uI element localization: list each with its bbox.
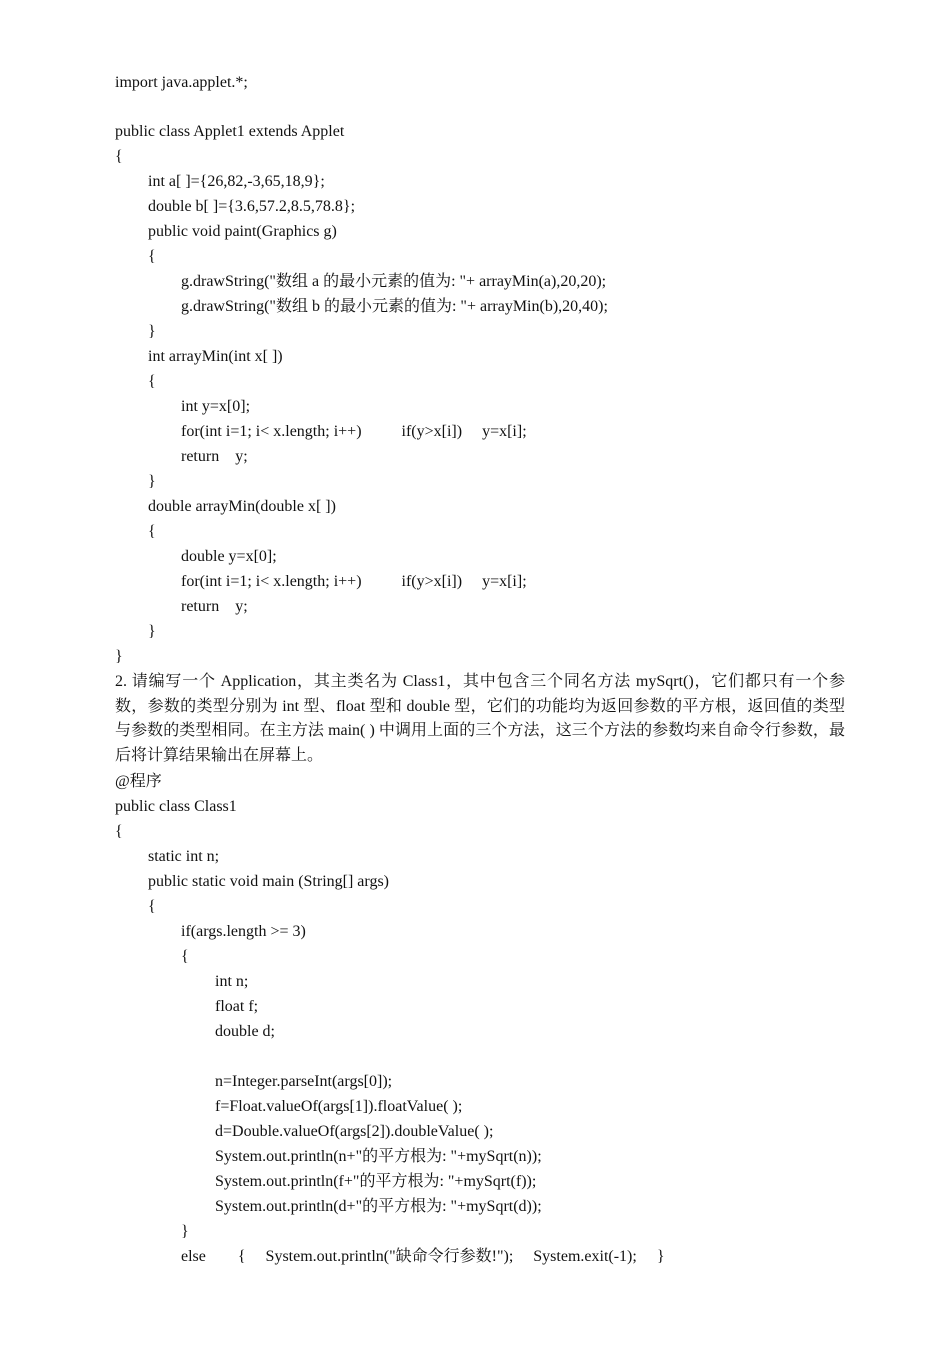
code-line: { xyxy=(148,373,156,390)
code-line: f=Float.valueOf(args[1]).floatValue( ); xyxy=(215,1098,463,1115)
code-line: float f; xyxy=(215,998,259,1015)
code-line: System.out.println(n+"的平方根为: "+mySqrt(n)); xyxy=(215,1148,542,1165)
code-line: { xyxy=(115,148,123,165)
code-line: d=Double.valueOf(args[2]).doubleValue( ); xyxy=(215,1123,494,1140)
code-line: if(args.length >= 3) xyxy=(181,923,306,940)
code-line: } xyxy=(148,623,156,640)
code-line: for(int i=1; i< x.length; i++) if(y>x[i]) y=x[i]; xyxy=(181,573,527,590)
code-line: g.drawString("数组 a 的最小元素的值为: "+ arrayMin(a),20,20); xyxy=(181,273,607,290)
question-paragraph: 2. 请编写一个 Application，其主类名为 Class1，其中包含三个同名方法 mySqrt()，它们都只有一个参数，参数的类型分别为 int 型、float 型和 double 型，它们的功能均为返回参数的平方根，返回值的类型与参数的类型相同。在主方法 main( ) 中调用上面的三个方法，这三个方法的参数均来自命令行参数，最后将计算结果输出在屏幕上。 xyxy=(115,673,845,764)
code-line: double b[ ]={3.6,57.2,8.5,78.8}; xyxy=(148,198,356,215)
code-line: { xyxy=(148,898,156,915)
code-line: g.drawString("数组 b 的最小元素的值为: "+ arrayMin(b),20,40); xyxy=(181,298,608,315)
code-line: } xyxy=(181,1223,189,1240)
code-line: int n; xyxy=(215,973,249,990)
code-line: System.out.println(d+"的平方根为: "+mySqrt(d)); xyxy=(215,1198,542,1215)
code-line: n=Integer.parseInt(args[0]); xyxy=(215,1073,393,1090)
code-line: public static void main (String[] args) xyxy=(148,873,389,890)
code-line: System.out.println(f+"的平方根为: "+mySqrt(f)); xyxy=(215,1173,537,1190)
code-line: for(int i=1; i< x.length; i++) if(y>x[i]) y=x[i]; xyxy=(181,423,527,440)
code-line: public void paint(Graphics g) xyxy=(148,223,337,240)
code-line: int y=x[0]; xyxy=(181,398,251,415)
code-line: return y; xyxy=(181,598,248,615)
code-line: } xyxy=(148,473,156,490)
code-line: else { System.out.println("缺命令行参数!"); System.exit(-1); } xyxy=(181,1248,665,1265)
code-line: return y; xyxy=(181,448,248,465)
code-line: import java.applet.*; xyxy=(115,74,248,91)
code-line: { xyxy=(115,823,123,840)
code-line: public class Class1 xyxy=(115,798,237,815)
code-line: { xyxy=(148,248,156,265)
code-line: double y=x[0]; xyxy=(181,548,277,565)
code-line: public class Applet1 extends Applet xyxy=(115,123,345,140)
code-line: static int n; xyxy=(148,848,220,865)
code-line: { xyxy=(181,948,189,965)
code-line: { xyxy=(148,523,156,540)
code-line: double d; xyxy=(215,1023,275,1040)
program-label: @程序 xyxy=(115,773,162,790)
code-line: int arrayMin(int x[ ]) xyxy=(148,348,283,365)
code-line: } xyxy=(148,323,156,340)
code-line: double arrayMin(double x[ ]) xyxy=(148,498,336,515)
code-line: int a[ ]={26,82,-3,65,18,9}; xyxy=(148,173,325,190)
code-line: } xyxy=(115,648,123,665)
